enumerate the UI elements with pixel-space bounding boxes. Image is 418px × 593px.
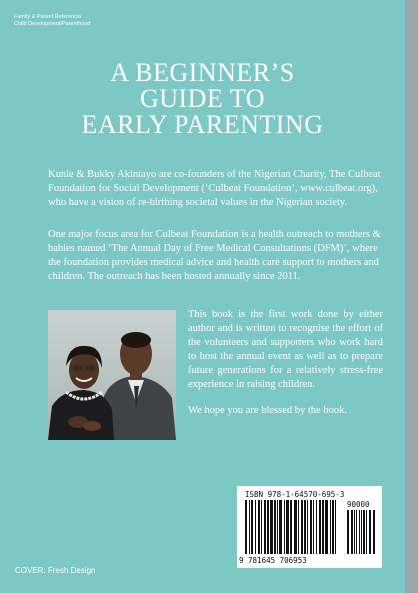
title-line-3: EARLY PARENTING [81,110,324,139]
author-photo-illustration [48,310,176,440]
paragraph-purpose: This book is the first work done by either author and is written to recognise the effort of the volunteers and supporters who work hard to host the annual event as well as to prepare future generations for a relatively stress-free experience in raising children. [188,309,383,390]
cover-credit: COVER: Fresh Design [15,566,96,575]
paragraph-blessing: We hope you are blessed by the book. [188,405,347,416]
barcode-box [237,486,382,568]
category-line-1: Family & Parent Reference/ [14,14,82,20]
category-label [14,14,154,28]
paragraph-outreach: One major focus area for Culbeat Foundation is a health outreach to mothers & babies named ‘The Annual Day of Free Medical Consultations (DFM)’, where the foundation provides medical advice and health care support to mothers and children. The outreach has been hosted annually since 2011. [48,229,381,282]
price-code: 90000 [347,500,370,509]
isbn-text: ISBN 978-1-64570-695-3 [245,490,345,499]
paragraph-founders: Kunle & Bukky Akintayo are co-founders of the Nigerian Charity, The Culbeat Foundation for Social Development (‘Culbeat Foundation’, www.culbeat.org), who have a vision of re-birthing societal values in the Nigerian society. [48,169,381,208]
book-title [40,60,365,138]
author-photo [48,310,176,440]
title-line-1: A BEGINNER’S [110,58,295,87]
title-line-2: GUIDE TO [139,84,266,113]
ean-number: 9 781645 706953 [239,556,307,565]
page-edge [405,0,418,593]
category-line-2: Child Development/Parenthood [14,21,91,27]
